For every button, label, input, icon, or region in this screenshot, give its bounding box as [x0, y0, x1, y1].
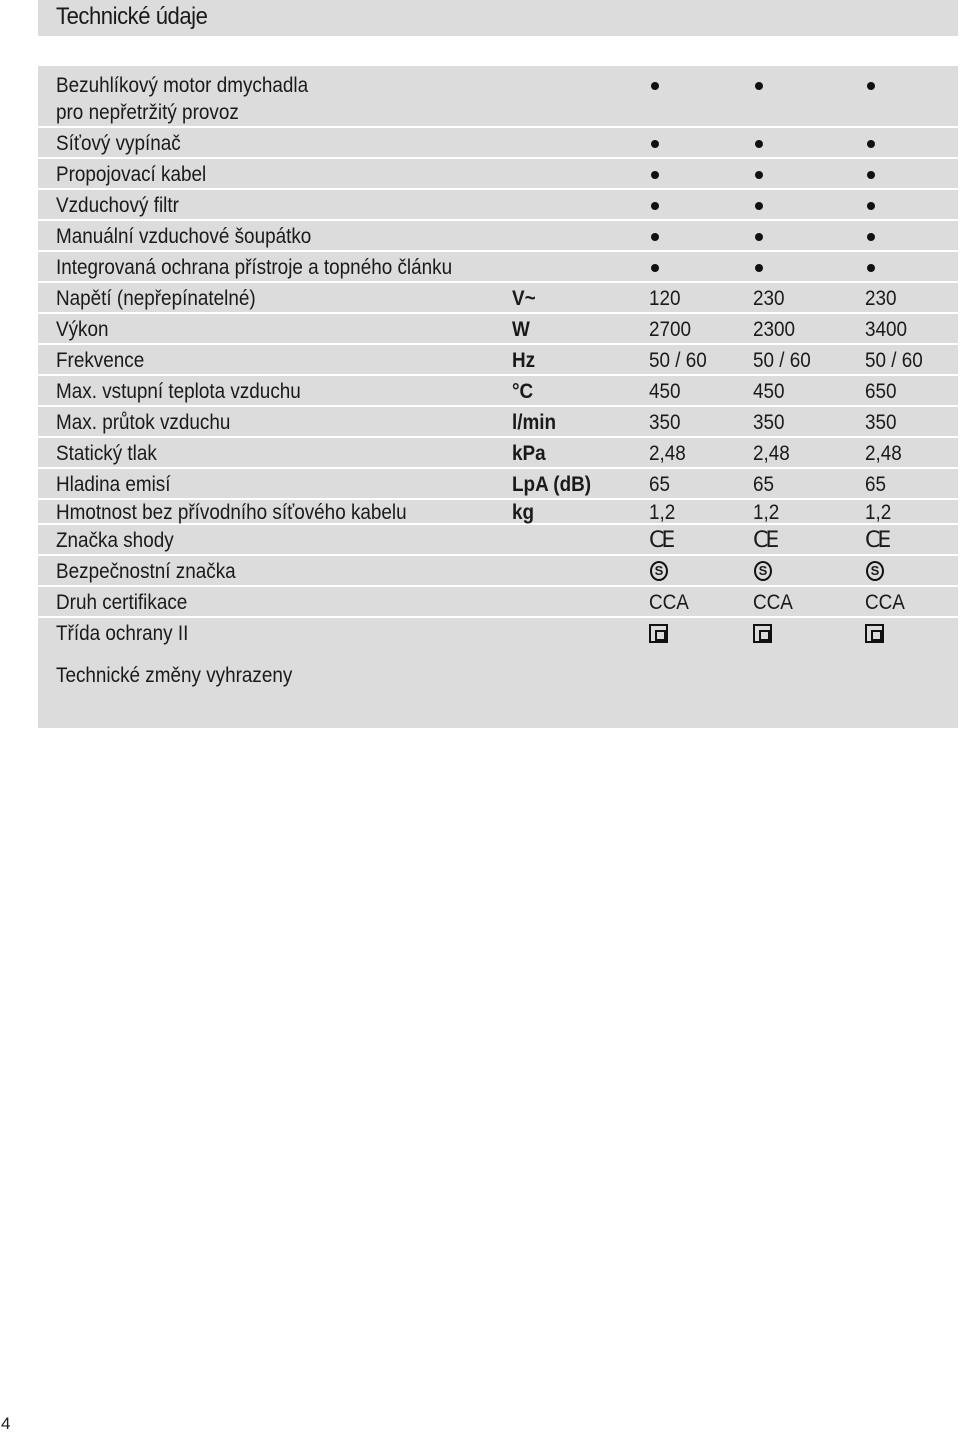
spec-label: Max. průtok vzduchu [56, 411, 231, 434]
spec-label: Značka shody [56, 529, 174, 552]
spec-value: 50 / 60 [753, 349, 811, 372]
spec-unit: l/min [512, 411, 557, 434]
bullet-dot-icon [651, 140, 659, 148]
spec-row [38, 283, 958, 314]
spec-value: 650 [865, 380, 897, 403]
spec-panel [38, 66, 958, 728]
spec-unit: V~ [512, 287, 536, 310]
spec-value: 2,48 [649, 442, 686, 465]
safety-mark-icon: S [650, 561, 668, 581]
spec-unit: LpA (dB) [512, 473, 592, 496]
header-bar [38, 0, 958, 36]
spec-label: Síťový vypínač [56, 132, 181, 155]
spec-unit: °C [512, 380, 534, 403]
safety-mark-icon: S [866, 561, 884, 581]
spec-unit: W [512, 318, 530, 341]
bullet-dot-icon [651, 264, 659, 272]
spec-label: Bezpečnostní značka [56, 560, 236, 583]
spec-value: 2,48 [753, 442, 790, 465]
spec-unit: Hz [512, 349, 536, 372]
spec-value: 350 [865, 411, 897, 434]
protection-class-ii-icon [753, 624, 772, 643]
spec-value: 3400 [865, 318, 908, 341]
spec-label: Hladina emisí [56, 473, 171, 496]
spec-value: 1,2 [865, 501, 892, 524]
spec-row [38, 71, 958, 128]
spec-table [38, 71, 958, 649]
bullet-dot-icon [755, 82, 763, 90]
bullet-dot-icon [755, 202, 763, 210]
spec-label: Napětí (nepřepínatelné) [56, 287, 256, 310]
page-number: 4 [1, 1414, 11, 1433]
spec-value: 50 / 60 [649, 349, 707, 372]
footnote: Technické změny vyhrazeny [56, 664, 293, 687]
spec-row [38, 345, 958, 376]
bullet-dot-icon [651, 233, 659, 241]
spec-row [38, 252, 958, 283]
spec-label: Max. vstupní teplota vzduchu [56, 380, 301, 403]
page-title: Technické údaje [56, 3, 208, 30]
spec-label: Integrovaná ochrana přístroje a topného článku [56, 256, 453, 279]
bullet-dot-icon [867, 264, 875, 272]
spec-row [38, 221, 958, 252]
bullet-dot-icon [755, 140, 763, 148]
spec-value: 50 / 60 [865, 349, 923, 372]
spec-row [38, 314, 958, 345]
spec-row [38, 587, 958, 618]
spec-label: Hmotnost bez přívodního síťového kabelu [56, 501, 407, 524]
safety-mark-icon: S [754, 561, 772, 581]
spec-value: CCA [649, 591, 689, 614]
bullet-dot-icon [755, 233, 763, 241]
spec-label: Statický tlak [56, 442, 157, 465]
spec-value: 65 [753, 473, 775, 496]
bullet-dot-icon [651, 202, 659, 210]
bullet-dot-icon [755, 171, 763, 179]
ce-mark-icon: CE [649, 528, 673, 553]
spec-row [38, 469, 958, 500]
spec-row [38, 376, 958, 407]
spec-value: 120 [649, 287, 681, 310]
spec-label: Propojovací kabel [56, 163, 207, 186]
spec-row [38, 438, 958, 469]
spec-value: 1,2 [753, 501, 780, 524]
spec-row [38, 500, 958, 525]
spec-label: Třída ochrany II [56, 622, 189, 645]
bullet-dot-icon [867, 171, 875, 179]
spec-unit: kPa [512, 442, 546, 465]
spec-row [38, 128, 958, 159]
spec-value: CCA [753, 591, 793, 614]
spec-value: 65 [865, 473, 887, 496]
bullet-dot-icon [867, 140, 875, 148]
ce-mark-icon: CE [865, 528, 889, 553]
spec-label: Bezuhlíkový motor dmychadla pro nepřetržitý provoz [56, 74, 309, 124]
protection-class-ii-icon [865, 624, 884, 643]
spec-label: Druh certifikace [56, 591, 188, 614]
spec-value: 350 [649, 411, 681, 434]
spec-label: Frekvence [56, 349, 145, 372]
spec-label: Vzduchový filtr [56, 194, 179, 217]
bullet-dot-icon [651, 171, 659, 179]
spec-value: 2700 [649, 318, 692, 341]
spec-value: 230 [753, 287, 785, 310]
bullet-dot-icon [755, 264, 763, 272]
ce-mark-icon: CE [753, 528, 777, 553]
spec-value: 350 [753, 411, 785, 434]
spec-label: Manuální vzduchové šoupátko [56, 225, 312, 248]
spec-row [38, 525, 958, 556]
bullet-dot-icon [651, 82, 659, 90]
spec-value: 450 [649, 380, 681, 403]
bullet-dot-icon [867, 202, 875, 210]
spec-value: 230 [865, 287, 897, 310]
spec-row [38, 618, 958, 649]
spec-row [38, 159, 958, 190]
bullet-dot-icon [867, 233, 875, 241]
spec-value: CCA [865, 591, 905, 614]
bullet-dot-icon [867, 82, 875, 90]
spec-unit: kg [512, 501, 535, 524]
spec-value: 65 [649, 473, 671, 496]
spec-value: 2300 [753, 318, 796, 341]
spec-value: 1,2 [649, 501, 676, 524]
spec-row [38, 190, 958, 221]
protection-class-ii-icon [649, 624, 668, 643]
spec-label: Výkon [56, 318, 109, 341]
spec-row [38, 556, 958, 587]
spec-value: 450 [753, 380, 785, 403]
spec-row [38, 407, 958, 438]
spec-value: 2,48 [865, 442, 902, 465]
